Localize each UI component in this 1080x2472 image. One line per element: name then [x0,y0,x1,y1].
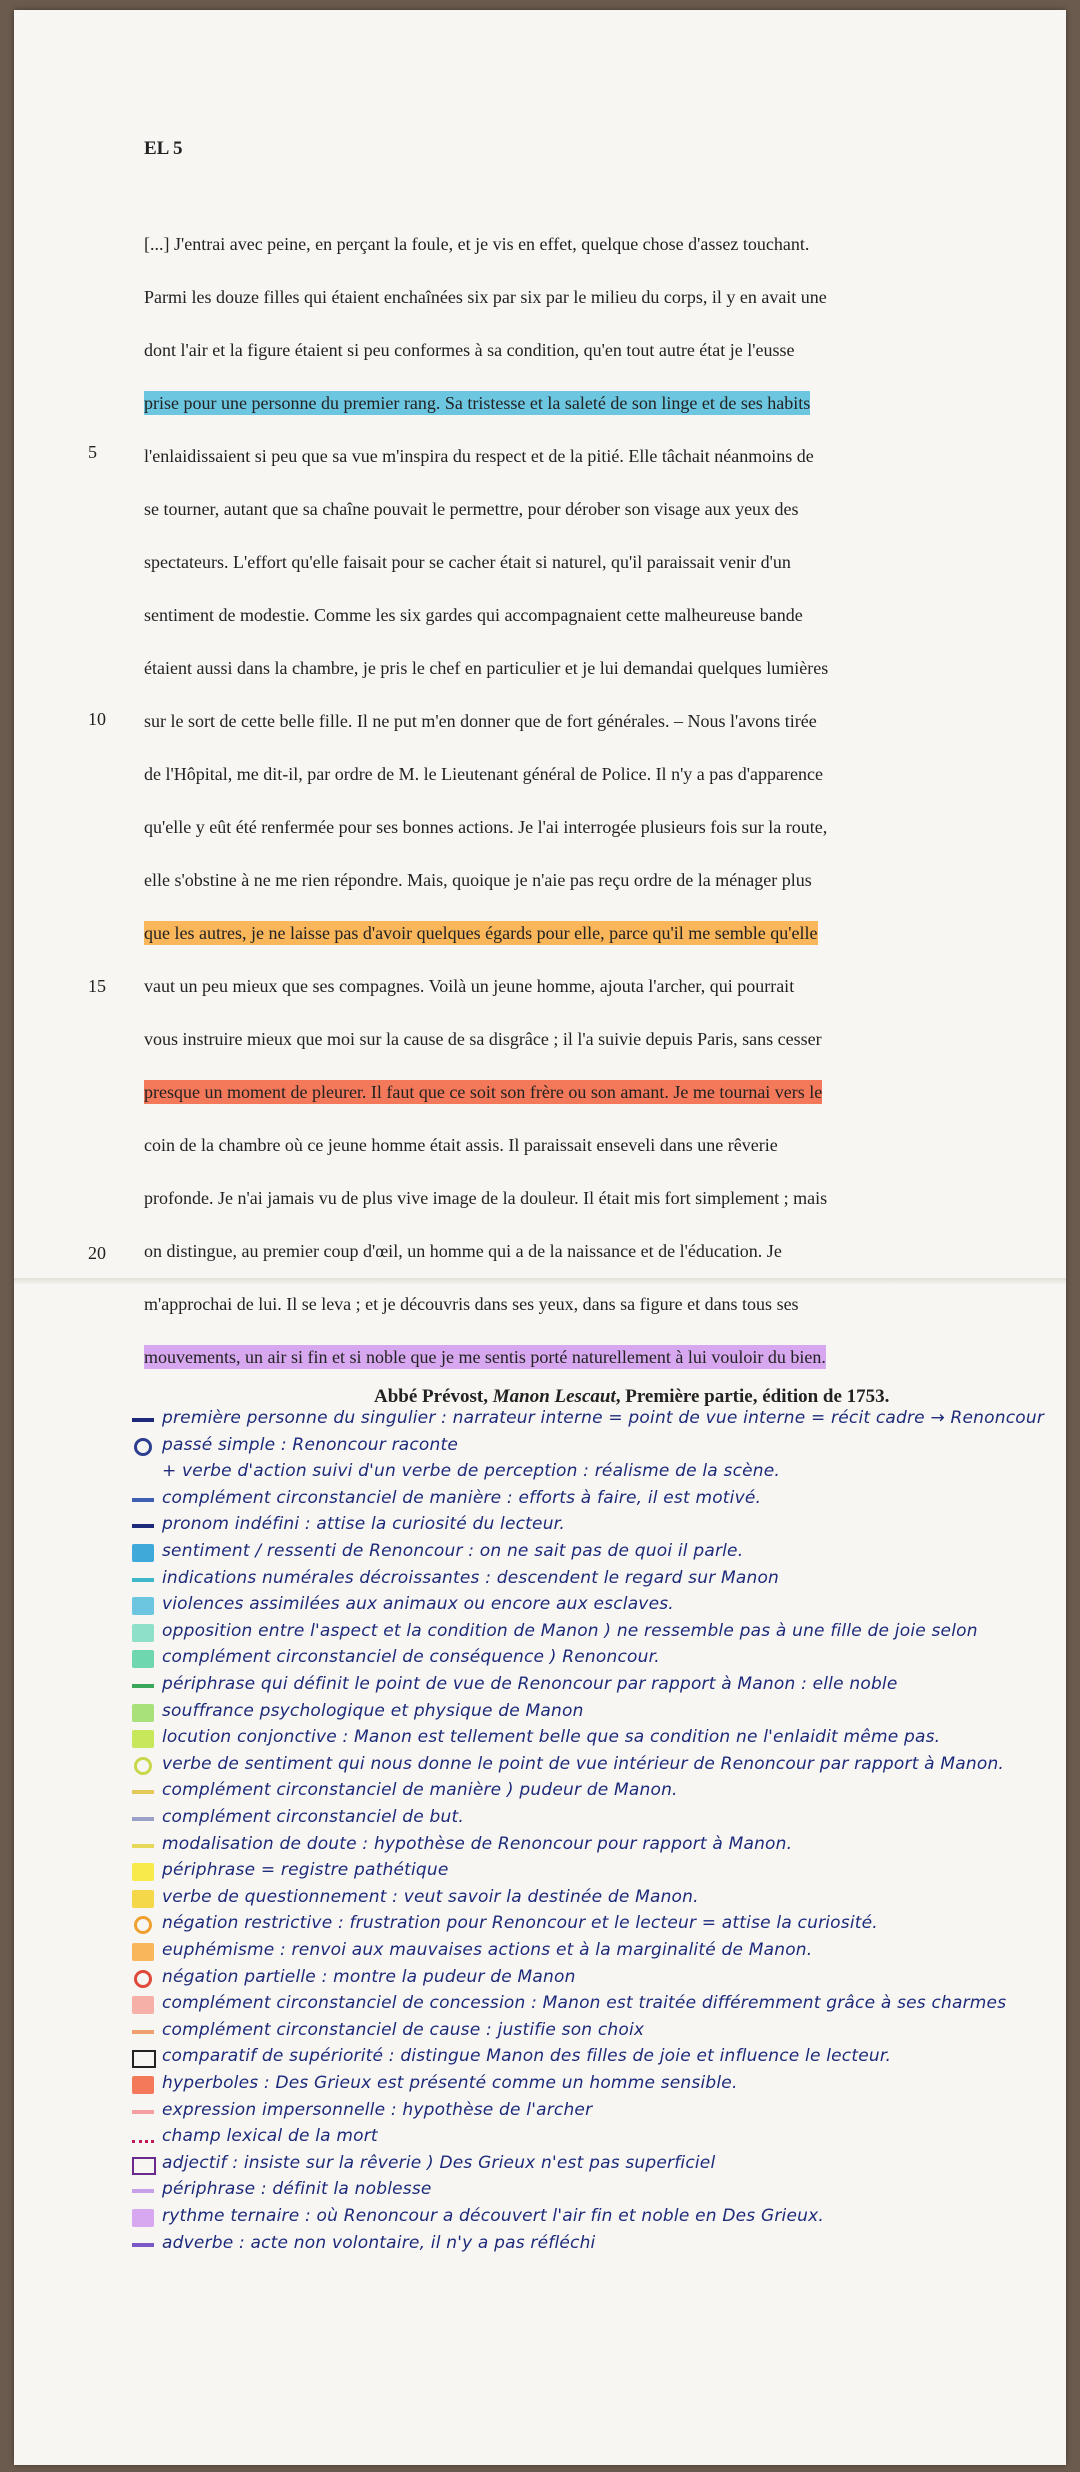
annotation-color-key [132,2050,156,2068]
annotation-note [162,1993,1006,2017]
line-number: 20 [88,1243,106,1263]
annotation-note [162,1913,878,1937]
annotation-color-key [132,1524,154,1528]
paper-sheet-join [14,1278,1066,1284]
annotation-color-key [132,1684,154,1688]
annotation-text: périphrase qui définit le point de vue de Renoncour par rapport à Manon : elle noble [162,1674,898,1694]
annotation-color-key [132,2076,154,2094]
text-line: [...] J'entrai avec peine, en perçant la foule, et je vis en effet, quelque chose d'assez touchant. [144,234,810,254]
text-line: mouvements, un air si fin et si noble que je me sentis porté naturellement à lui vouloir du bien. [144,1347,826,1367]
annotation-text: sentiment / ressenti de Renoncour : on ne sait pas de quoi il parle. [162,1541,744,1561]
annotation-text: complément circonstanciel de concession : Manon est traitée différemment grâce à ses charmes [162,1993,1007,2014]
annotation-note [162,1435,458,1459]
annotation-color-key [132,2243,154,2247]
annotation-text: violences assimilées aux animaux ou encore aux esclaves. [162,1594,674,1615]
annotation-color-key [132,2209,154,2227]
annotation-note [162,1754,1004,1778]
annotation-text: hyperboles : Des Grieux est présenté comme un homme sensible. [162,2073,738,2093]
annotation-note [162,2073,738,2097]
text-line: Parmi les douze filles qui étaient enchaînées six par six par le milieu du corps, il y en avait une [144,287,827,307]
annotation-color-key [132,1704,154,1722]
text-line: spectateurs. L'effort qu'elle faisait pour se cacher était si naturel, qu'il paraissait venir d'un [144,552,791,572]
text-line: étaient aussi dans la chambre, je pris le chef en particulier et je lui demandai quelques lumières [144,658,829,678]
annotation-text: souffrance psychologique et physique de Manon [162,1700,584,1721]
annotation-text: locution conjonctive : Manon est tellement belle que sa condition ne l'enlaidit même pas. [162,1727,941,1748]
citation-author: Abbé Prévost, [374,1386,493,1407]
annotation-note [162,2206,824,2230]
annotation-color-key [132,1578,154,1582]
annotation-note [162,1887,699,1911]
annotation-text: euphémisme : renvoi aux mauvaises actions et à la marginalité de Manon. [162,1940,813,1960]
annotation-note [162,2153,715,2177]
annotation-note [162,1488,761,1512]
annotation-text: complément circonstanciel de manière : efforts à faire, il est motivé. [162,1487,762,1508]
annotation-color-key [132,2110,154,2114]
annotation-color-key [132,1418,154,1422]
annotation-text: complément circonstanciel de conséquence ) Renoncour. [162,1647,660,1668]
text-line: coin de la chambre où ce jeune homme était assis. Il paraissait enseveli dans une rêverie [144,1135,778,1155]
line-number: 10 [88,709,106,729]
annotation-color-key [132,2030,154,2034]
annotation-color-key [132,1624,154,1642]
annotation-note [162,2100,592,2124]
document-header-label: EL 5 [144,138,183,159]
annotation-note [162,1514,565,1538]
line-number: 5 [88,442,97,462]
annotation-text: périphrase = registre pathétique [162,1860,449,1881]
annotation-note [162,1408,1044,1432]
annotation-text: première personne du singulier : narrateur interne = point de vue interne = récit cadre → Renoncour [162,1408,1045,1428]
annotation-text: modalisation de doute : hypothèse de Renoncour pour rapport à Manon. [162,1833,793,1854]
annotation-color-key [134,1438,152,1456]
annotation-note [162,1834,792,1858]
text-line: que les autres, je ne laisse pas d'avoir quelques égards pour elle, parce qu'il me semble qu'elle [144,923,818,943]
annotation-text: adverbe : acte non volontaire, il n'y a pas réfléchi [162,2232,596,2253]
annotation-note [162,1967,576,1991]
line-number: 15 [88,976,106,996]
annotation-color-key [132,2157,156,2175]
annotation-note [162,1807,464,1831]
annotation-note [162,1860,449,1884]
text-line: sentiment de modestie. Comme les six gardes qui accompagnaient cette malheureuse bande [144,605,803,625]
annotation-text: pronom indéfini : attise la curiosité du lecteur. [162,1514,565,1535]
annotation-note [162,1701,584,1725]
annotation-text: verbe de questionnement : veut savoir la destinée de Manon. [162,1886,699,1907]
annotation-note [162,1647,660,1671]
text-line: sur le sort de cette belle fille. Il ne put m'en donner que de fort générales. – Nous l'avons tirée [144,711,817,731]
annotation-note [162,1594,674,1618]
annotation-text: champ lexical de la mort [162,2126,378,2147]
text-line: vous instruire mieux que moi sur la cause de sa disgrâce ; il l'a suivie depuis Paris, sans cesser [144,1029,822,1049]
text-line: profonde. Je n'ai jamais vu de plus vive image de la douleur. Il était mis fort simplement ; mais [144,1188,828,1208]
annotation-note [162,2233,595,2257]
annotation-note [162,2020,644,2044]
annotation-color-key [132,1817,154,1821]
annotation-note [162,2046,891,2070]
annotation-note [162,1674,898,1698]
document-page [14,10,1066,2465]
annotation-note [162,2126,378,2150]
annotation-text: négation restrictive : frustration pour Renoncour et le lecteur = attise la curiosité. [162,1913,878,1934]
annotation-text: opposition entre l'aspect et la condition de Manon ) ne ressemble pas à une fille de joie selon [162,1620,978,1641]
text-line: dont l'air et la figure étaient si peu conformes à sa condition, qu'en tout autre état je l'eusse [144,340,795,360]
annotation-text: expression impersonnelle : hypothèse de l'archer [162,2099,593,2120]
text-line: m'approchai de lui. Il se leva ; et je découvris dans ses yeux, dans sa figure et dans tous ses [144,1294,799,1314]
citation-rest: , Première partie, édition de 1753. [615,1386,890,1407]
annotation-note [162,1940,812,1964]
annotation-color-key [132,1650,154,1668]
citation-work: Manon Lescaut [492,1386,616,1407]
annotation-color-key [134,1970,152,1988]
annotation-color-key [134,1757,152,1775]
annotation-text: complément circonstanciel de cause : justifie son choix [162,2019,645,2040]
text-line: de l'Hôpital, me dit-il, par ordre de M. le Lieutenant général de Police. Il n'y a pas d'apparence [144,764,823,784]
citation [374,1386,889,1408]
annotation-color-key [132,1863,154,1881]
annotation-text: passé simple : Renoncour raconte [162,1434,459,1455]
annotation-note [162,1621,978,1645]
annotation-note [162,1568,779,1592]
annotation-color-key [132,1890,154,1908]
annotation-color-key [132,1790,154,1794]
annotation-note [162,1727,940,1751]
annotation-note [162,1461,780,1485]
annotation-text: rythme ternaire : où Renoncour a découvert l'air fin et noble en Des Grieux. [162,2206,824,2226]
annotation-color-key [132,1730,154,1748]
annotation-color-key [132,1597,154,1615]
annotation-text: indications numérales décroissantes : descendent le regard sur Manon [162,1567,780,1588]
text-line: prise pour une personne du premier rang. Sa tristesse et la saleté de son linge et de ses habits [144,393,811,413]
annotation-color-key [132,1844,154,1848]
annotation-text: complément circonstanciel de but. [162,1807,464,1827]
text-line: se tourner, autant que sa chaîne pouvait le permettre, pour dérober son visage aux yeux des [144,499,799,519]
text-line: l'enlaidissaient si peu que sa vue m'inspira du respect et de la pitié. Elle tâchait néanmoins de [144,446,814,466]
annotation-color-key [134,1916,152,1934]
text-line: presque un moment de pleurer. Il faut que ce soit son frère ou son amant. Je me tournai vers le [144,1082,823,1102]
annotation-color-key [132,2189,154,2193]
annotation-color-key [132,1544,154,1562]
annotation-text: verbe de sentiment qui nous donne le point de vue intérieur de Renoncour par rapport à Manon. [162,1753,1005,1774]
annotation-text: périphrase : définit la noblesse [162,2179,432,2200]
annotation-text: complément circonstanciel de manière ) pudeur de Manon. [162,1780,678,1801]
annotation-note [162,1780,678,1804]
annotation-text: adjectif : insiste sur la rêverie ) Des Grieux n'est pas superficiel [162,2152,716,2173]
text-line: elle s'obstine à ne me rien répondre. Mais, quoique je n'aie pas reçu ordre de la ménager plus [144,870,812,890]
annotation-text: négation partielle : montre la pudeur de Manon [162,1966,576,1987]
annotation-color-key [132,1996,154,2014]
annotation-note [162,2179,432,2203]
annotation-note [162,1541,743,1565]
text-line: on distingue, au premier coup d'œil, un homme qui a de la naissance et de l'éducation. Je [144,1241,782,1261]
annotation-color-key [132,1943,154,1961]
annotation-text: + verbe d'action suivi d'un verbe de perception : réalisme de la scène. [162,1461,781,1482]
annotation-text: comparatif de supériorité : distingue Manon des filles de joie et influence le lecteur. [162,2046,892,2067]
annotation-color-key [132,2132,154,2143]
annotation-color-key [132,1498,154,1502]
text-line: qu'elle y eût été renfermée pour ses bonnes actions. Je l'ai interrogée plusieurs fois sur la route, [144,817,828,837]
text-line: vaut un peu mieux que ses compagnes. Voilà un jeune homme, ajouta l'archer, qui pourrait [144,976,795,996]
